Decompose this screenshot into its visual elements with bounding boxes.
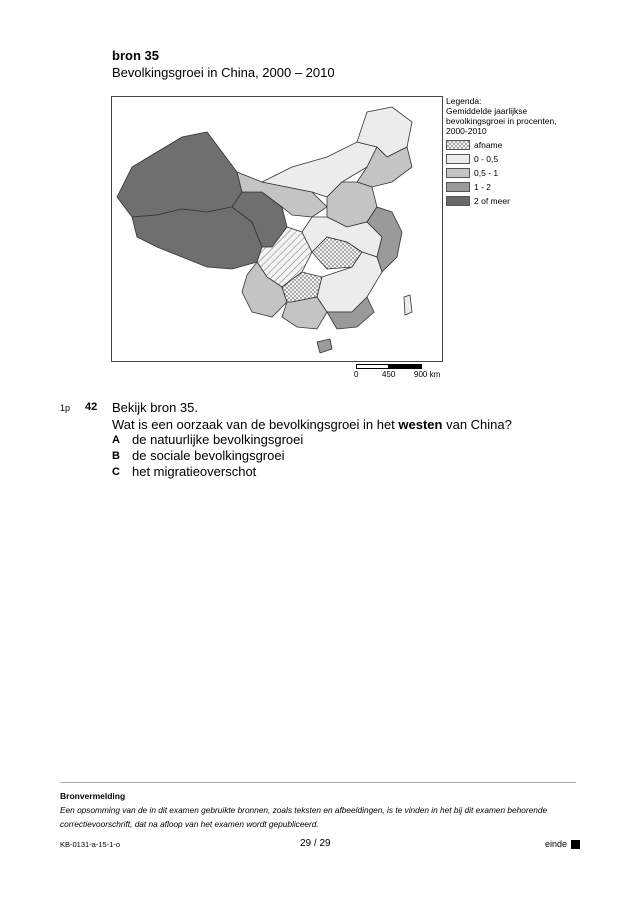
scale-tick: 900 km xyxy=(414,370,441,379)
legend-swatch xyxy=(446,182,470,192)
legend-label: 0 - 0,5 xyxy=(474,154,499,164)
source-label: bron 35 xyxy=(112,48,159,63)
source-title: Bevolkingsgroei in China, 2000 – 2010 xyxy=(112,65,335,80)
end-marker xyxy=(545,839,580,849)
end-label: einde xyxy=(545,839,568,849)
exam-code: KB-0131-a-15-1-o xyxy=(60,840,121,849)
scale-tick: 0 xyxy=(354,370,359,379)
credits-title: Bronvermelding xyxy=(60,791,126,801)
legend-title-line: bevolkingsgroei in procenten, xyxy=(446,116,557,126)
question-number: 42 xyxy=(85,401,98,413)
answer-option-c[interactable] xyxy=(112,464,256,480)
question-text-part: van China? xyxy=(442,417,512,432)
question-text xyxy=(112,417,512,432)
region-hainan xyxy=(317,339,332,353)
legend-label: afname xyxy=(474,140,503,150)
end-square-icon xyxy=(571,840,580,849)
legend-label: 0,5 - 1 xyxy=(474,168,499,178)
legend-title-line: Gemiddelde jaarlijkse xyxy=(446,106,528,116)
question-text-part: Wat is een oorzaak van de bevolkingsgroei in het xyxy=(112,417,399,432)
legend-item xyxy=(446,152,566,166)
legend-label: 1 - 2 xyxy=(474,182,492,192)
option-text: de natuurlijke bevolkingsgroei xyxy=(132,432,304,447)
region-xinjiang xyxy=(117,132,242,217)
option-letter: B xyxy=(112,450,120,462)
question-keyword: westen xyxy=(398,417,443,432)
legend-item xyxy=(446,166,566,180)
legend-swatch xyxy=(446,196,470,206)
scale-segment xyxy=(389,364,422,369)
question-instruction: Bekijk bron 35. xyxy=(112,400,198,415)
legend-swatch xyxy=(446,154,470,164)
legend-title-line: Legenda: xyxy=(446,96,482,106)
scale-bar xyxy=(356,364,446,380)
option-text: de sociale bevolkingsgroei xyxy=(132,448,285,463)
region-tibet xyxy=(132,207,262,269)
page-number: 29 / 29 xyxy=(300,838,331,849)
china-map xyxy=(111,96,443,362)
region-taiwan xyxy=(404,295,412,315)
legend-label: 2 of meer xyxy=(474,196,510,206)
option-letter: A xyxy=(112,434,120,446)
divider xyxy=(60,782,576,783)
answer-option-a[interactable] xyxy=(112,432,303,448)
question-points: 1p xyxy=(60,403,71,413)
answer-option-b[interactable] xyxy=(112,448,284,464)
legend-title-line: 2000-2010 xyxy=(446,126,487,136)
legend-swatch-dotted xyxy=(446,140,470,150)
scale-segment xyxy=(356,364,389,369)
option-text: het migratieoverschot xyxy=(132,464,257,479)
legend-item xyxy=(446,138,566,152)
scale-tick: 450 xyxy=(382,370,396,379)
map-legend xyxy=(446,96,566,208)
legend-item xyxy=(446,180,566,194)
legend-swatch xyxy=(446,168,470,178)
legend-title xyxy=(446,96,566,136)
credits-text: Een opsomming van de in dit examen gebruikte bronnen, zoals teksten en afbeeldingen, is te vinden in het bij dit examen behorende correctievoorschrift, dat na afloop van het examen wordt gepubliceerd. xyxy=(60,805,548,829)
legend-item xyxy=(446,194,566,208)
option-letter: C xyxy=(112,466,120,478)
china-map-svg xyxy=(112,97,442,361)
